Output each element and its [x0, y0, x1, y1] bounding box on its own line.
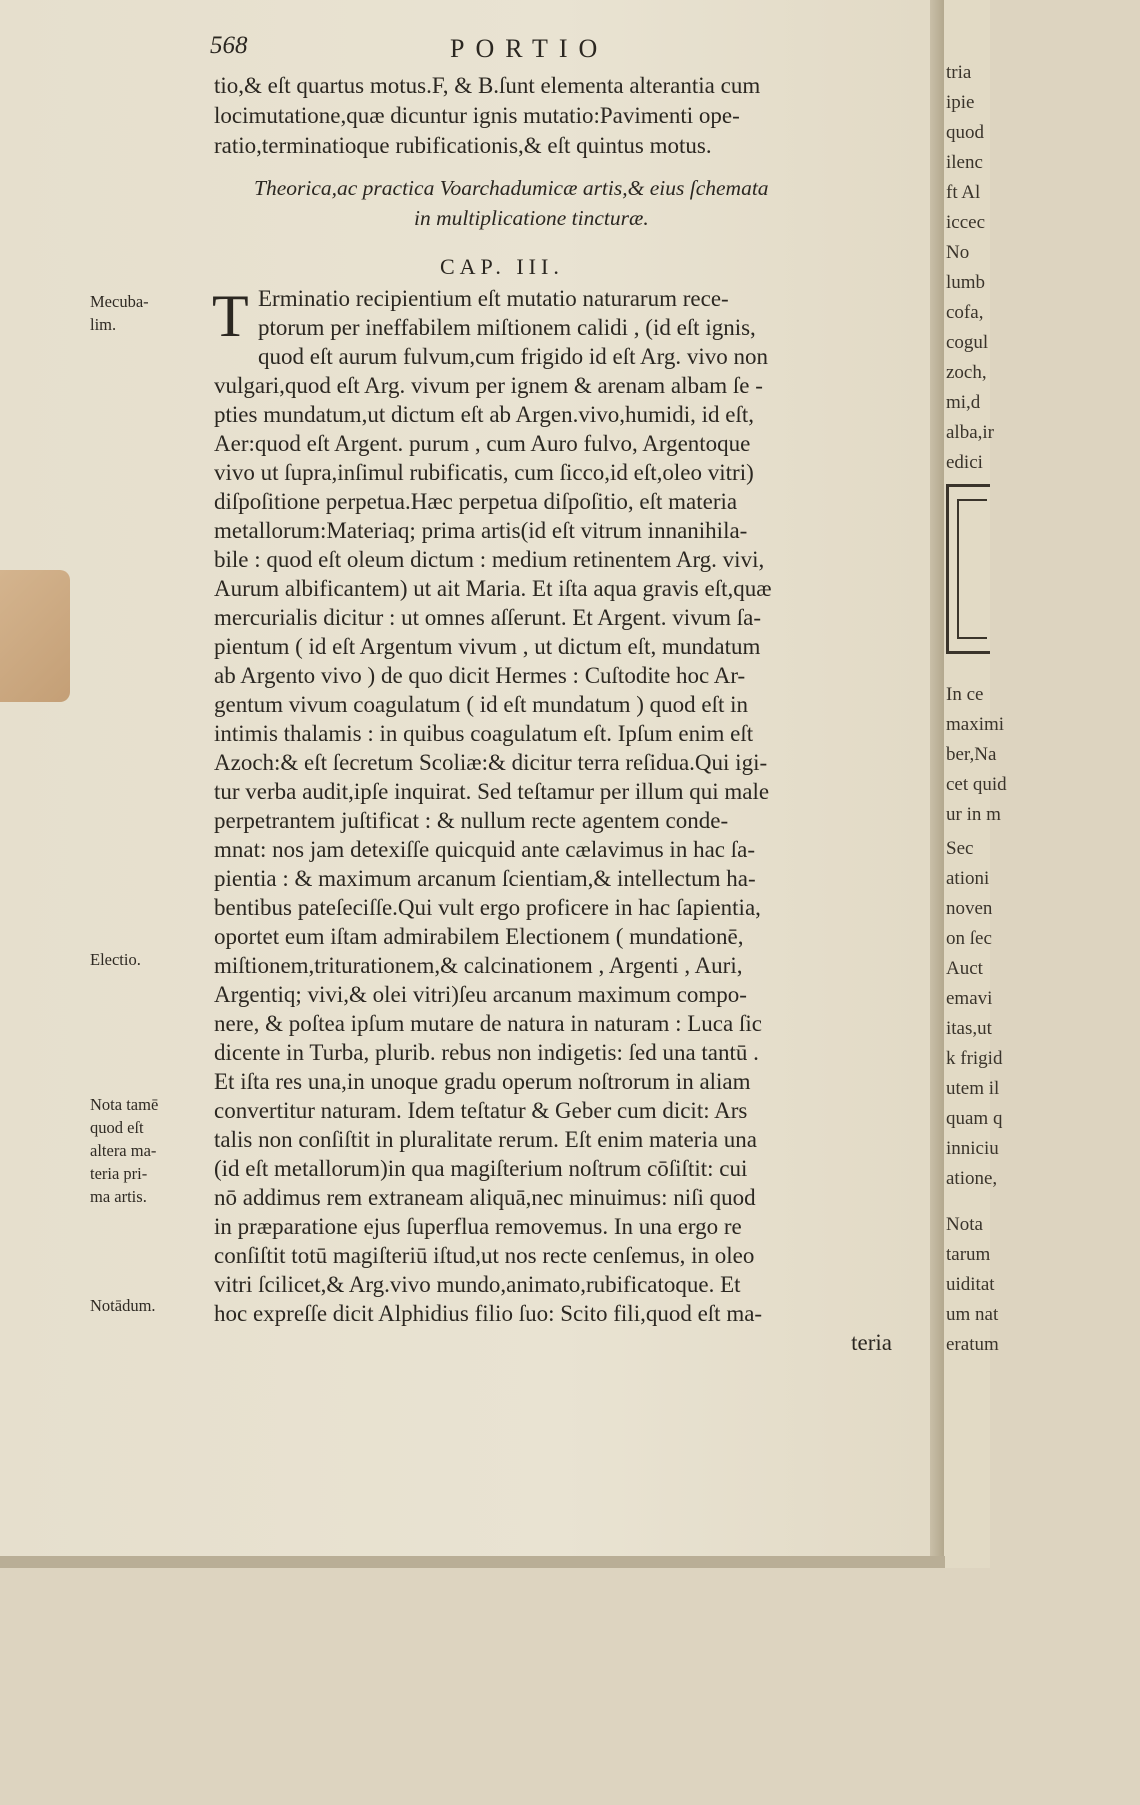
text-line: mnat: nos jam detexiſſe quicquid ante cælavimus in hac ſa-	[214, 837, 755, 862]
text-line: intimis thalamis : in quibus coagulatum eſt. Ipſum enim eſt	[214, 721, 754, 746]
margin-note-line: altera ma-	[90, 1141, 157, 1160]
text-line: dicente in Turba, plurib. rebus non indigetis: ſed una tantū .	[214, 1040, 759, 1065]
margin-note	[90, 1294, 198, 1317]
running-head: PORTIO	[450, 34, 609, 63]
margin-note-line: Electio.	[90, 950, 141, 969]
text-line: Aurum albificantem) ut ait Maria. Et iſta aqua gravis eſt,quæ	[214, 576, 772, 601]
margin-note	[90, 1093, 198, 1208]
text-line: vitri ſcilicet,& Arg.vivo mundo,animato,rubificatoque. Et	[214, 1272, 741, 1297]
facing-text-fragment: noven	[946, 898, 993, 919]
page-bottom-edge	[0, 1556, 945, 1568]
facing-text-fragment: maximi	[946, 714, 1005, 735]
text-line: ab Argento vivo ) de quo dicit Hermes : Cuſtodite hoc Ar-	[214, 663, 746, 688]
text-line: tur verba audit,ipſe inquirat. Sed teſtamur per illum qui male	[214, 779, 770, 804]
facing-text-fragment: Nota	[946, 1214, 983, 1235]
margin-note-line: Mecuba-	[90, 292, 149, 311]
text-line: talis non conſiſtit in pluralitate rerum. Eſt enim materia una	[214, 1127, 757, 1152]
facing-text-fragment: ft Al	[946, 182, 981, 203]
text-line: (id eſt metallorum)in qua magiſterium noſtrum cōſiſtit: cui	[214, 1156, 748, 1181]
book-gutter	[930, 0, 944, 1568]
woodcut-border	[946, 484, 990, 654]
paper-tab	[0, 570, 70, 702]
facing-text-fragment: eratum	[946, 1334, 999, 1355]
facing-text-fragment: quod	[946, 122, 984, 143]
text-line: conſiſtit totū magiſteriū iſtud,ut nos recte cenſemus, in oleo	[214, 1243, 755, 1268]
text-line: ratio,terminatioque rubificationis,& eſt quintus motus.	[214, 133, 712, 158]
facing-text-fragment: uiditat	[946, 1274, 995, 1295]
facing-text-fragment: tarum	[946, 1244, 991, 1265]
facing-text-fragment: ipie	[946, 92, 975, 113]
facing-text-fragment: on ſec	[946, 928, 992, 949]
text-line: Argentiq; vivi,& olei vitri)ſeu arcanum maximum compo-	[214, 982, 747, 1007]
facing-text-fragment: Sec	[946, 838, 974, 859]
facing-text-fragment: k frigid	[946, 1048, 1003, 1069]
subtitle-line: Theorica,ac practica Voarchadumicæ artis,& eius ſchemata	[254, 176, 769, 200]
facing-text-fragment: mi,d	[946, 392, 981, 413]
facing-text-fragment: lumb	[946, 272, 986, 293]
facing-text-fragment: itas,ut	[946, 1018, 992, 1039]
text-line: ptorum per ineffabilem miſtionem calidi , (id eſt ignis,	[258, 315, 756, 340]
facing-text-fragment: ur in m	[946, 804, 1001, 825]
facing-text-fragment: zoch,	[946, 362, 987, 383]
text-line: hoc expreſſe dicit Alphidius filio ſuo: Scito fili,quod eſt ma-	[214, 1301, 763, 1326]
margin-note-line: teria pri-	[90, 1164, 148, 1183]
text-line: in præparatione ejus ſuperflua removemus. In una ergo re	[214, 1214, 742, 1239]
margin-note-line: Notādum.	[90, 1296, 156, 1315]
text-line: nō addimus rem extraneam aliquā,nec minuimus: niſi quod	[214, 1185, 756, 1210]
facing-text-fragment: cogul	[946, 332, 989, 353]
text-line: pientia : & maximum arcanum ſcientiam,& intellectum ha-	[214, 866, 756, 891]
text-line: diſpoſitione perpetua.Hæc perpetua diſpoſitio, eſt materia	[214, 489, 738, 514]
facing-text-fragment: atione,	[946, 1168, 998, 1189]
facing-text-fragment: inniciu	[946, 1138, 999, 1159]
margin-note-line: lim.	[90, 315, 117, 334]
facing-text-fragment: cet quid	[946, 774, 1007, 795]
text-line: bile : quod eſt oleum dictum : medium retinentem Arg. vivi,	[214, 547, 765, 572]
drop-cap: T	[212, 283, 249, 349]
text-line: metallorum:Materiaq; prima artis(id eſt vitrum innanihila-	[214, 518, 748, 543]
chapter-heading: CAP. III.	[440, 254, 564, 279]
text-line: bentibus pateſeciſſe.Qui vult ergo proficere in hac ſapientia,	[214, 895, 761, 920]
text-line: pties mundatum,ut dictum eſt ab Argen.vivo,humidi, id eſt,	[214, 402, 755, 427]
facing-text-fragment: tria	[946, 62, 972, 83]
page-number: 568	[210, 32, 248, 59]
facing-text-fragment: quam q	[946, 1108, 1003, 1129]
text-line: convertitur naturam. Idem teſtatur & Geber cum dicit: Ars	[214, 1098, 748, 1123]
text-line: oportet eum iſtam admirabilem Electionem ( mundationē,	[214, 924, 744, 949]
subtitle-line: in multiplicatione tincturæ.	[414, 206, 649, 230]
margin-note	[90, 948, 198, 971]
facing-text-fragment: um nat	[946, 1304, 999, 1325]
facing-text-fragment: Auct	[946, 958, 983, 979]
facing-text-fragment: ilenc	[946, 152, 983, 173]
text-line: perpetrantem juſtificat : & nullum recte agentem conde-	[214, 808, 729, 833]
facing-text-fragment: utem il	[946, 1078, 1000, 1099]
text-line: pientum ( id eſt Argentum vivum , ut dictum eſt, mundatum	[214, 634, 761, 659]
margin-note	[90, 290, 198, 336]
margin-note-line: ma artis.	[90, 1187, 147, 1206]
facing-text-fragment: iccec	[946, 212, 986, 233]
facing-text-fragment: emavi	[946, 988, 993, 1009]
facing-page-edge	[944, 0, 1007, 1568]
woodcut-inner-frame	[957, 499, 987, 639]
facing-text-fragment: edici	[946, 452, 983, 473]
facing-text-fragment: ber,Na	[946, 744, 997, 765]
facing-text-fragment: cofa,	[946, 302, 984, 323]
text-line: vulgari,quod eſt Arg. vivum per ignem & arenam albam ſe -	[214, 373, 763, 398]
text-line: tio,& eſt quartus motus.F, & B.ſunt elementa alterantia cum	[214, 73, 761, 98]
facing-text-fragment: alba,ir	[946, 422, 995, 443]
margin-note-line: Nota tamē	[90, 1095, 159, 1114]
catchword: teria	[851, 1330, 892, 1355]
text-line: locimutatione,quæ dicuntur ignis mutatio:Pavimenti ope-	[214, 103, 740, 128]
text-line: quod eſt aurum fulvum,cum frigido id eſt Arg. vivo non	[258, 344, 768, 369]
text-line: vivo ut ſupra,inſimul rubificatis, cum ſicco,id eſt,oleo vitri)	[214, 460, 754, 485]
facing-text-fragment: ationi	[946, 868, 990, 889]
text-line: miſtionem,triturationem,& calcinationem , Argenti , Auri,	[214, 953, 743, 978]
facing-text-fragment: No	[946, 242, 970, 263]
text-line: Aer:quod eſt Argent. purum , cum Auro fulvo, Argentoque	[214, 431, 751, 456]
text-line: mercurialis dicitur : ut omnes aſſerunt. Et Argent. vivum ſa-	[214, 605, 761, 630]
text-line: Azoch:& eſt ſecretum Scoliæ:& dicitur terra reſidua.Qui igi-	[214, 750, 768, 775]
text-line: Et iſta res una,in unoque gradu operum noſtrorum in aliam	[214, 1069, 751, 1094]
margin-note-line: quod eſt	[90, 1118, 144, 1137]
text-line: gentum vivum coagulatum ( id eſt mundatum ) quod eſt in	[214, 692, 749, 717]
text-line: nere, & poſtea ipſum mutare de natura in naturam : Luca ſic	[214, 1011, 762, 1036]
page-header	[210, 32, 930, 68]
facing-text-fragment: In ce	[946, 684, 984, 705]
text-line: Erminatio recipientium eſt mutatio naturarum rece-	[258, 286, 729, 311]
